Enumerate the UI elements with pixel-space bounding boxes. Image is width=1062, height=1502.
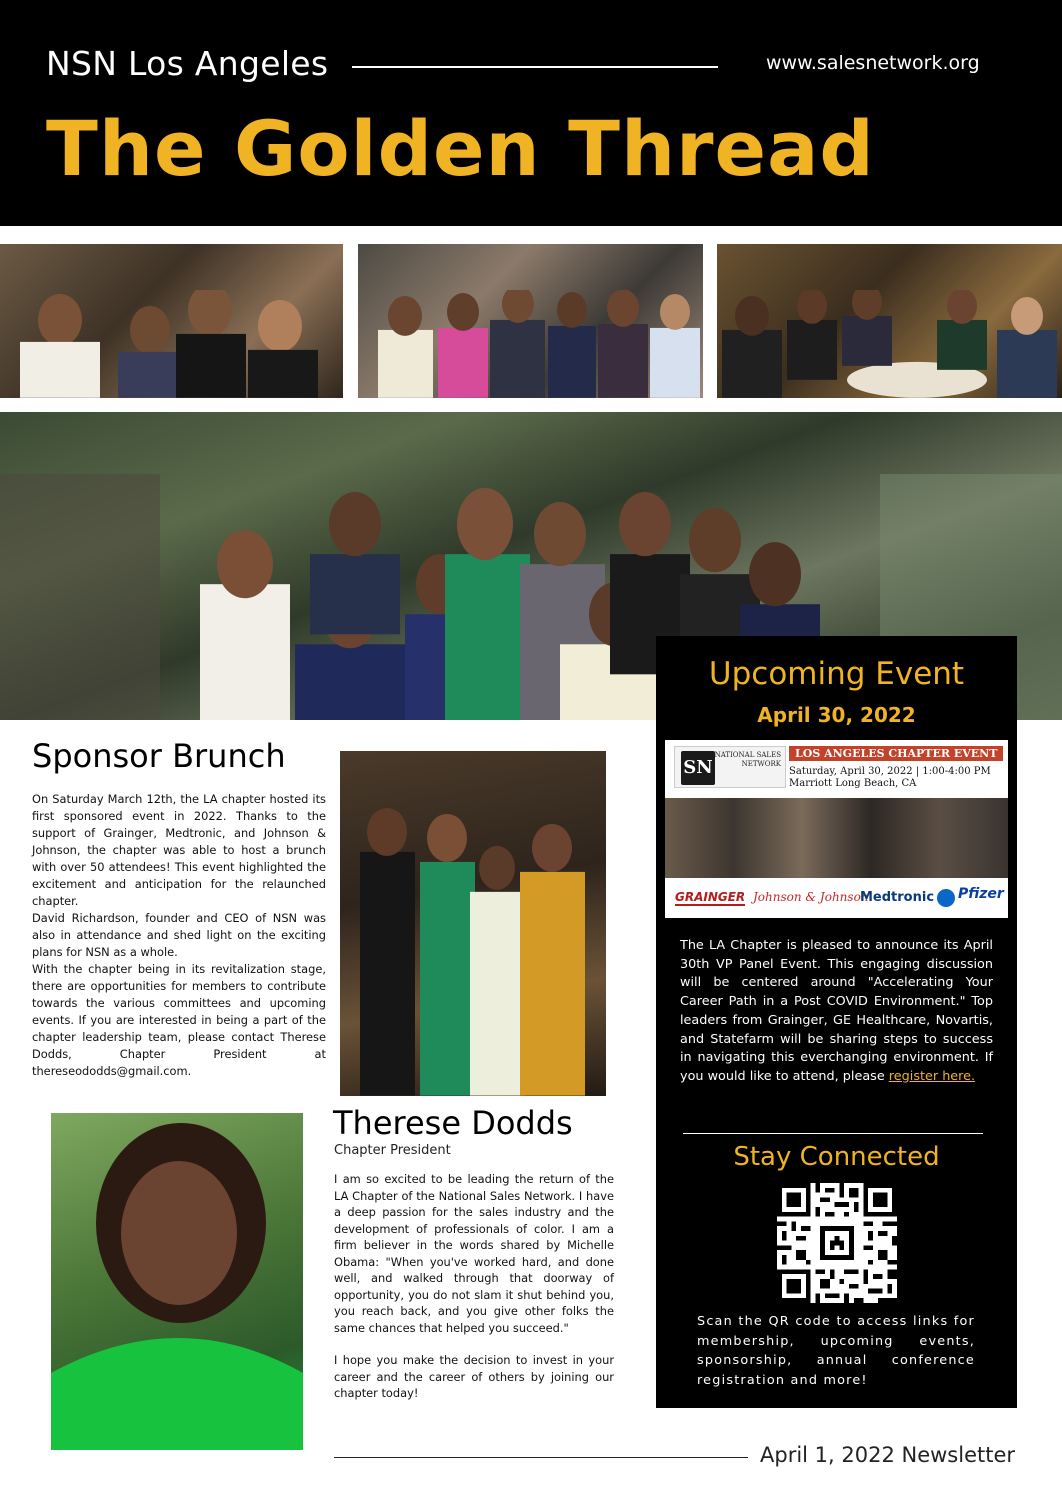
qr-code-graphic bbox=[777, 1183, 897, 1303]
flyer-photo-strip bbox=[665, 798, 1008, 878]
nsn-logo bbox=[674, 746, 786, 788]
sponsor-paragraph: With the chapter being in its revitalization stage, there are opportunities for members to contribute towards the various committees and upcoming events. If you are interested in being a part of the chapter leadership team, please contact Therese Dodds, Chapter President at thereseododds@gmail.com. bbox=[32, 962, 326, 1078]
header-divider bbox=[352, 66, 718, 68]
sponsor-paragraph: On Saturday March 12th, the LA chapter hosted its first sponsored event in 2022. Thanks to the support of Grainger, Medtronic, and Johnson & Johnson, the chapter was able to host a brunch with over 50 attendees! This event highlighted the excitement and anticipation for the relaunched chapter. bbox=[32, 792, 326, 908]
footer-divider bbox=[334, 1457, 748, 1458]
people-silhouettes bbox=[358, 290, 703, 398]
therese-name: Therese Dodds bbox=[333, 1104, 573, 1142]
nsn-logo-mark: SN bbox=[681, 751, 715, 785]
group-photo-3 bbox=[717, 244, 1062, 398]
therese-message bbox=[334, 1171, 614, 1418]
upcoming-event-text: The LA Chapter is pleased to announce its April 30th VP Panel Event. This engaging discussion will be centered around "Accelerating Your Career Path in a Post COVID Environment." Top leaders from Grainger, GE Healthcare, Novartis, and Statefarm will be sharing steps to success in navigating this everchanging environment. If you would like to attend, please bbox=[680, 938, 993, 1084]
people-silhouettes bbox=[717, 290, 1062, 398]
flyer-event-where: Marriott Long Beach, CA bbox=[789, 778, 917, 789]
therese-portrait bbox=[51, 1113, 303, 1450]
sponsor-paragraph: David Richardson, founder and CEO of NSN was also in attendance and shed light on the exciting plans for NSN as a whole. bbox=[32, 911, 326, 959]
newsletter-date: April 1, 2022 Newsletter bbox=[760, 1443, 1016, 1467]
people-silhouettes bbox=[0, 290, 343, 398]
people-silhouettes bbox=[340, 792, 606, 1096]
qr-code[interactable] bbox=[777, 1183, 897, 1303]
org-name: NSN Los Angeles bbox=[46, 44, 329, 83]
flyer-sponsor-logos bbox=[665, 880, 1008, 918]
newsletter-title: The Golden Thread bbox=[46, 104, 875, 193]
sponsor-brunch-body bbox=[32, 791, 326, 1080]
panel-divider bbox=[683, 1133, 983, 1134]
website-link[interactable]: www.salesnetwork.org bbox=[766, 52, 980, 74]
therese-paragraph: I am so excited to be leading the return of the LA Chapter of the National Sales Network. I have a deep passion for the sales industry and the development of professionals of color. I am a firm believer in the words shared by Michelle Obama: "When you've worked hard, and done well, and walked through that doorway of opportunity, you do not slam it shut behind you, you reach back, and you give other folks the same chances that helped you succeed." bbox=[334, 1172, 614, 1335]
register-link[interactable]: register here. bbox=[888, 1068, 976, 1084]
group-photo-2 bbox=[358, 244, 703, 398]
upcoming-event-body bbox=[680, 937, 993, 1087]
flyer-event-details bbox=[789, 766, 991, 790]
nsn-logo-text: NATIONAL SALES NETWORK bbox=[714, 751, 781, 768]
flyer-event-when: Saturday, April 30, 2022 | 1:00-4:00 PM bbox=[789, 766, 991, 777]
therese-paragraph: I hope you make the decision to invest in your career and the career of others by joining our chapter today! bbox=[334, 1353, 614, 1400]
upcoming-event-heading: Upcoming Event bbox=[708, 656, 965, 692]
group-photo-1 bbox=[0, 244, 343, 398]
therese-role: Chapter President bbox=[334, 1143, 451, 1158]
flyer-header bbox=[665, 740, 1008, 798]
grainger-logo: GRAINGER bbox=[675, 890, 746, 904]
sponsor-brunch-heading: Sponsor Brunch bbox=[32, 737, 286, 775]
flyer-event-title: LOS ANGELES CHAPTER EVENT bbox=[789, 746, 1003, 761]
brunch-photo bbox=[340, 751, 606, 1096]
upcoming-event-date: April 30, 2022 bbox=[757, 703, 916, 727]
stay-connected-body: Scan the QR code to access links for membership, upcoming events, sponsorship, annual conference registration and more! bbox=[697, 1314, 975, 1388]
stay-connected-heading: Stay Connected bbox=[733, 1142, 940, 1172]
johnson-and-johnson-logo: Johnson & Johnson bbox=[753, 890, 869, 904]
pfizer-logo: Pfizer bbox=[958, 886, 1004, 902]
pfizer-icon bbox=[937, 889, 955, 907]
medtronic-logo: Medtronic bbox=[860, 890, 935, 905]
event-flyer[interactable] bbox=[665, 740, 1008, 918]
portrait-silhouette bbox=[51, 1113, 303, 1450]
